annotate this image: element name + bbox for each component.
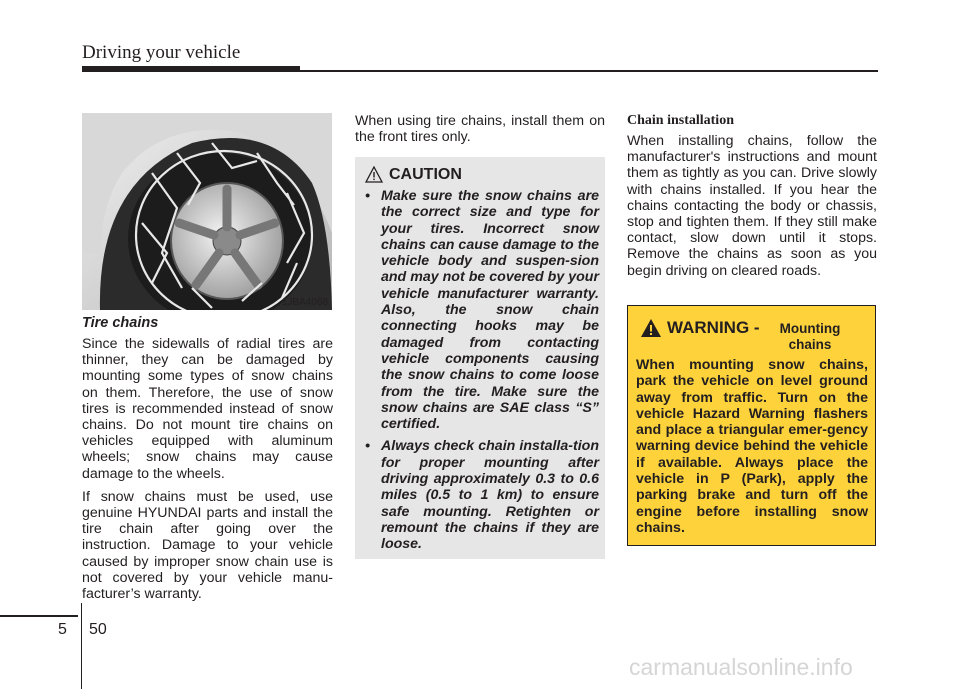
section-number: 5 [58,621,67,638]
tire-chains-para-2: If snow chains must be used, use genuine HYUNDAI parts and install the tire chain after going over the instruction. Damage to your vehicle caused by improper snow chain use is not covered by your vehicle manu-facturer’s warranty. [82,488,333,603]
front-tires-intro [355,113,605,152]
photo-caption: 1JBA4068 [281,297,328,308]
caution-triangle-icon [365,166,383,183]
warning-label: WARNING - [667,318,760,337]
warning-subtitle: Mounting chains [779,321,841,352]
caution-item-text: Always check chain installa-tion for proper mounting after driving approximately 0.3 to 0.6 miles (0.5 to 1 km) to ensure safe mounting. Retighten or remount the chains if they are loose. [381,438,599,553]
footer-divider [81,603,82,689]
caution-item: • Make sure the snow chains are the correct size and type for your tires. Incorrect snow chains can cause damage to the vehicle body and suspen-sion and may not be covered by your vehicle manufacturer warranty. Also, the snow chain connecting hooks may be damaged from contacting vehicle components causing the snow chains to come loose from the tire. Make sure the snow chains are SAE class “S” certified. [365,188,599,433]
caution-item: • Always check chain installa-tion for proper mounting after driving approximately 0.3 to 0.6 miles (0.5 to 1 km) to ensure safe mounting. Retighten or remount the chains if they are loose. [365,438,599,553]
watermark: carmanualsonline.info [629,654,853,680]
warning-triangle-icon [640,318,662,338]
caution-list [365,188,599,559]
left-column-text [82,336,333,609]
caution-box [355,157,605,559]
chain-installation-text [627,133,877,286]
warning-box [627,305,876,546]
header-rule [300,70,878,72]
footer-rule [0,615,78,617]
chain-installation-body: When installing chains, follow the manufacturer's instructions and mount them as tightly as you can. Drive slowly with chains installed. If you hear the chains contacting the body or chassis, stop and tighten them. If they still make contact, slow down until it stops. Remove the chains as soon as you begin driving on cleared roads. [627,133,877,279]
tire-chain-photo [82,113,332,310]
caution-item-text: Make sure the snow chains are the correct size and type for your tires. Incorrect snow chains can cause damage to the vehicle body and suspen-sion and may not be covered by your vehicle manufacturer warranty. Also, the snow chain connecting hooks may be damaged from contacting vehicle components causing the snow chains to come loose from the tire. Make sure the snow chains are SAE class “S” certified. [381,188,599,433]
warning-header [640,316,870,350]
page-number: 50 [89,621,107,638]
tire-chains-heading: Tire chains [82,315,159,331]
header-bar [82,66,300,72]
intro-text: When using tire chains, install them on the front tires only. [355,113,605,146]
tire-chains-para-1: Since the sidewalls of radial tires are thinner, they can be damaged by mounting some types of snow chains on them. Therefore, the use of snow tires is recommended instead of snow chains. Do not mount tire chains on vehicles equipped with aluminum wheels; snow chains may cause damage to the wheels. [82,336,333,482]
page-header-title: Driving your vehicle [82,42,241,63]
wheel-illustration [82,113,332,310]
warning-body: When mounting snow chains, park the vehicle on level ground away from traffic. Turn on the vehicle Hazard Warning flashers and place a triangular emer-gency warning device behind the vehicle if available. Always place the vehicle in P (Park), apply the parking brake and turn off the engine before installing snow chains. [636,357,868,536]
chain-installation-heading: Chain installation [627,113,734,128]
caution-title: CAUTION [389,166,462,183]
